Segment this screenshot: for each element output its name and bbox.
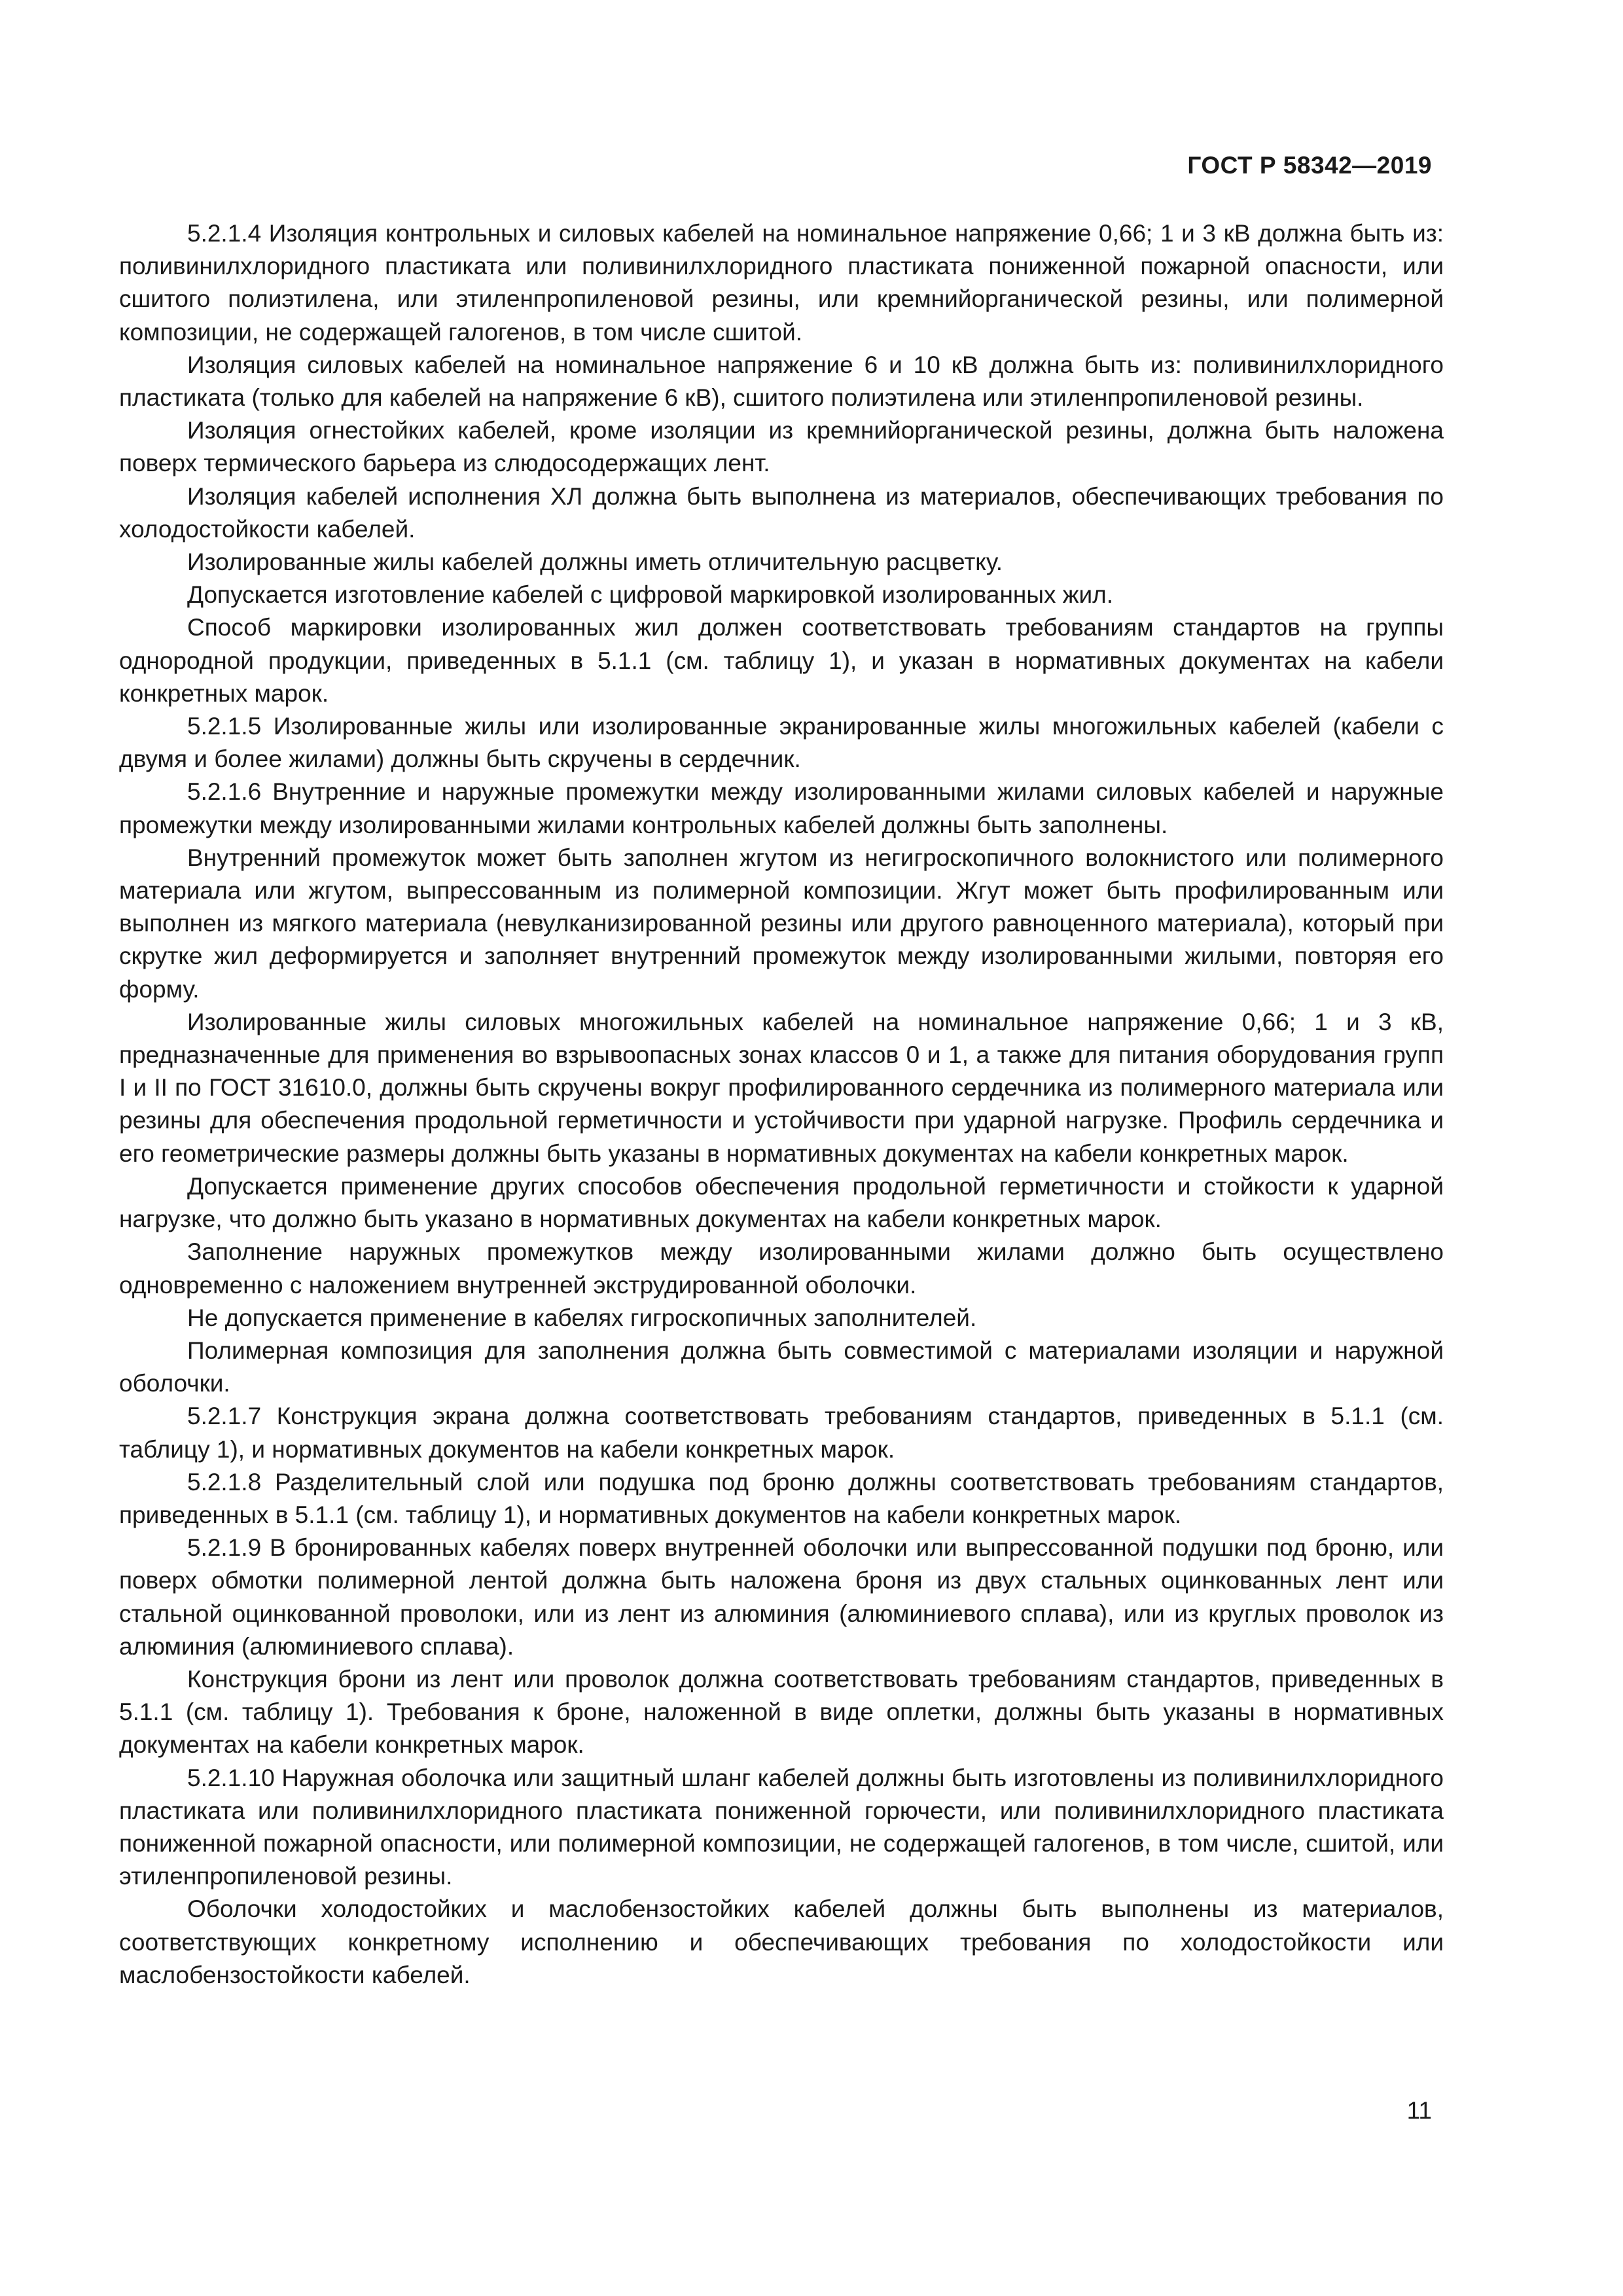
paragraph: Внутренний промежуток может быть заполнен жгутом из негигроскопичного волокнистого или полимерного материала или жгутом, выпрессованным из полимерной композиции. Жгут может быть профилированным или выполнен из мягкого материала (невулканизированной резины или другого равноценного материала), который при скрутке жил деформируется и заполняет внутренний промежуток между изолированными жилыми, повторяя его форму. [119, 844, 1444, 1003]
paragraph: 5.2.1.8 Разделительный слой или подушка под броню должны соответствовать требованиям стандартов, приведенных в 5.1.1 (см. таблицу 1), и нормативных документов на кабели конкретных марок. [119, 1468, 1444, 1528]
paragraph: 5.2.1.9 В бронированных кабелях поверх внутренней оболочки или выпрессованной подушки под броню, или поверх обмотки полимерной лентой должна быть наложена броня из двух стальных оцинкованных лент или стальной оцинкованной проволоки, или из лент из алюминия (алюминиевого сплава), или из круглых проволок из алюминия (алюминиевого сплава). [119, 1534, 1444, 1660]
document-standard-id: ГОСТ Р 58342—2019 [1187, 152, 1432, 179]
paragraph: Изоляция огнестойких кабелей, кроме изоляции из кремнийорганической резины, должна быть наложена поверх термического барьера из слюдосодержащих лент. [119, 417, 1444, 477]
paragraph: 5.2.1.6 Внутренние и наружные промежутки между изолированными жилами силовых кабелей и наружные промежутки между изолированными жилами контрольных кабелей должны быть заполнены. [119, 778, 1444, 838]
document-body [119, 217, 1444, 1992]
paragraph: 5.2.1.5 Изолированные жилы или изолированные экранированные жилы многожильных кабелей (кабели с двумя и более жилами) должны быть скручены в сердечник. [119, 713, 1444, 773]
paragraph: 5.2.1.7 Конструкция экрана должна соответствовать требованиям стандартов, приведенных в 5.1.1 (см. таблицу 1), и нормативных документов на кабели конкретных марок. [119, 1403, 1444, 1463]
paragraph: Изолированные жилы силовых многожильных кабелей на номинальное напряжение 0,66; 1 и 3 кВ, предназначенные для применения во взрывоопасных зонах классов 0 и 1, а также для питания оборудования групп I и II по ГОСТ 31610.0, должны быть скручены вокруг профилированного сердечника из полимерного материала или резины для обеспечения продольной герметичности и устойчивости при ударной нагрузке. Профиль сердечника и его геометрические размеры должны быть указаны в нормативных документах на кабели конкретных марок. [119, 1008, 1444, 1167]
paragraph: Не допускается применение в кабелях гигроскопичных заполнителей. [187, 1304, 977, 1331]
paragraph: Изоляция силовых кабелей на номинальное напряжение 6 и 10 кВ должна быть из: поливинилхлоридного пластиката (только для кабелей на напряжение 6 кВ), сшитого полиэтилена или этиленпропиленовой резины. [119, 351, 1444, 412]
paragraph: Допускается изготовление кабелей с цифровой маркировкой изолированных жил. [187, 581, 1114, 609]
page-number: 11 [1406, 2097, 1432, 2124]
paragraph: Изолированные жилы кабелей должны иметь отличительную расцветку. [187, 548, 1003, 576]
paragraph: Заполнение наружных промежутков между изолированными жилами должно быть осуществлено одновременно с наложением внутренней экструдированной оболочки. [119, 1238, 1444, 1299]
paragraph: Изоляция кабелей исполнения ХЛ должна быть выполнена из материалов, обеспечивающих требования по холодостойкости кабелей. [119, 482, 1444, 543]
paragraph: Полимерная композиция для заполнения должна быть совместимой с материалами изоляции и наружной оболочки. [119, 1336, 1444, 1397]
paragraph: Конструкция брони из лент или проволок должна соответствовать требованиям стандартов, приведенных в 5.1.1 (см. таблицу 1). Требования к броне, наложенной в виде оплетки, должны быть указаны в нормативных документах на кабели конкретных марок. [119, 1665, 1444, 1759]
paragraph: 5.2.1.10 Наружная оболочка или защитный шланг кабелей должны быть изготовлены из поливинилхлоридного пластиката или поливинилхлоридного пластиката пониженной горючести, или поливинилхлоридного пластиката пониженной пожарной опасности, или полимерной композиции, не содержащей галогенов, в том числе, сшитой, или этиленпропиленовой резины. [119, 1764, 1444, 1890]
paragraph: Допускается применение других способов обеспечения продольной герметичности и стойкости к ударной нагрузке, что должно быть указано в нормативных документах на кабели конкретных марок. [119, 1172, 1444, 1233]
paragraph: Оболочки холодостойких и маслобензостойких кабелей должны быть выполнены из материалов, соответствующих конкретному исполнению и обеспечивающих требования по холодостойкости или маслобензостойкости кабелей. [119, 1895, 1444, 1988]
paragraph: Способ маркировки изолированных жил должен соответствовать требованиям стандартов на группы однородной продукции, приведенных в 5.1.1 (см. таблицу 1), и указан в нормативных документах на кабели конкретных марок. [119, 614, 1444, 707]
paragraph: 5.2.1.4 Изоляция контрольных и силовых кабелей на номинальное напряжение 0,66; 1 и 3 кВ должна быть из: поливинилхлоридного пластиката или поливинилхлоридного пластиката пониженной пожарной опасности, или сшитого полиэтилена, или этиленпропиленовой резины, или кремнийорганической резины, или полимерной композиции, не содержащей галогенов, в том числе сшитой. [119, 220, 1444, 346]
